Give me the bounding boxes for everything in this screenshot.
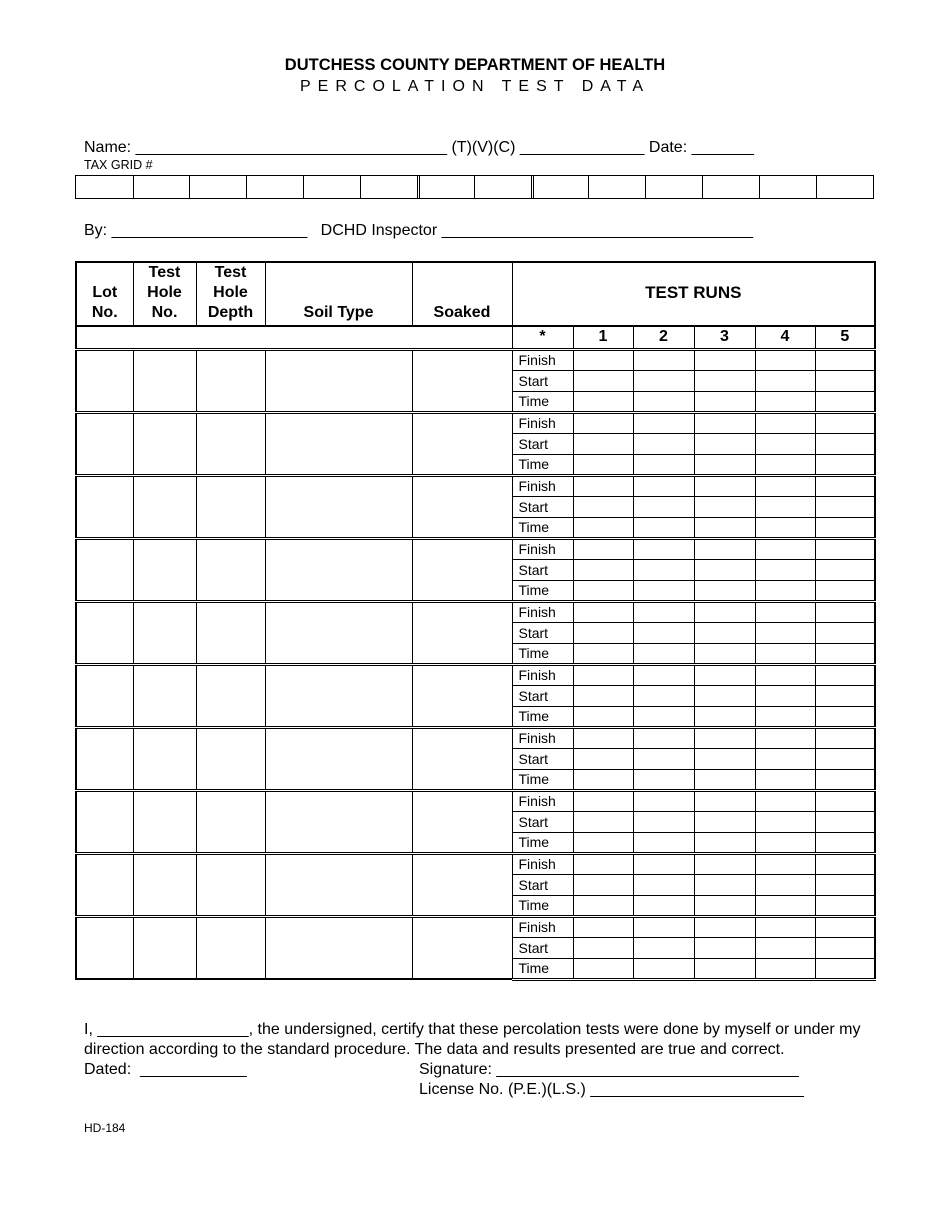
run-value-cell[interactable]	[694, 370, 755, 391]
run-value-cell[interactable]	[815, 370, 875, 391]
lot-no-cell[interactable]	[76, 664, 133, 727]
signature-field[interactable]: Signature: __________________________________	[419, 1061, 799, 1078]
row-label: Finish	[512, 538, 573, 559]
row-label: Finish	[512, 916, 573, 937]
run-value-cell[interactable]	[633, 832, 694, 853]
run-value-cell[interactable]	[633, 538, 694, 559]
run-value-cell[interactable]	[633, 643, 694, 664]
test-hole-no-cell[interactable]	[133, 664, 196, 727]
run-value-cell[interactable]	[694, 916, 755, 937]
test-hole-depth-cell[interactable]	[196, 475, 265, 538]
run-value-cell[interactable]	[573, 349, 633, 370]
run-value-cell[interactable]	[633, 391, 694, 412]
table-row	[76, 475, 875, 496]
lot-no-cell[interactable]	[76, 916, 133, 979]
table-row	[76, 790, 875, 811]
table-body	[76, 349, 875, 979]
test-hole-depth-cell[interactable]	[196, 664, 265, 727]
row-label: Start	[512, 370, 573, 391]
run-value-cell[interactable]	[694, 811, 755, 832]
run-value-cell[interactable]	[815, 622, 875, 643]
run-value-cell[interactable]	[633, 622, 694, 643]
lot-no-cell[interactable]	[76, 790, 133, 853]
tax-grid-cell[interactable]	[531, 176, 534, 198]
header-soil-type: Soil Type	[265, 262, 412, 326]
run-value-cell[interactable]	[573, 643, 633, 664]
run-value-cell[interactable]	[573, 454, 633, 475]
tax-grid-cell[interactable]	[474, 176, 475, 198]
lot-no-cell[interactable]	[76, 349, 133, 412]
tax-grid-cell[interactable]	[645, 176, 646, 198]
row-label: Time	[512, 895, 573, 916]
run-value-cell[interactable]	[694, 790, 755, 811]
soil-type-cell[interactable]	[265, 412, 412, 475]
run-value-cell[interactable]	[573, 685, 633, 706]
row-label: Start	[512, 433, 573, 454]
test-hole-depth-cell[interactable]	[196, 727, 265, 790]
soaked-cell[interactable]	[412, 349, 512, 412]
tax-grid-boxes[interactable]	[75, 175, 874, 199]
run-value-cell[interactable]	[694, 748, 755, 769]
test-hole-depth-cell[interactable]	[196, 412, 265, 475]
run-value-cell[interactable]	[815, 895, 875, 916]
run-value-cell[interactable]	[573, 496, 633, 517]
lot-no-cell[interactable]	[76, 727, 133, 790]
run-value-cell[interactable]	[573, 517, 633, 538]
soil-type-cell[interactable]	[265, 349, 412, 412]
row-label: Finish	[512, 727, 573, 748]
run-value-cell[interactable]	[573, 790, 633, 811]
lot-no-cell[interactable]	[76, 538, 133, 601]
run-col-header: 5	[815, 326, 875, 349]
run-col-header: 4	[755, 326, 815, 349]
test-hole-depth-cell[interactable]	[196, 601, 265, 664]
soaked-cell[interactable]	[412, 664, 512, 727]
run-value-cell[interactable]	[633, 412, 694, 433]
row-label: Time	[512, 643, 573, 664]
tax-grid-cell[interactable]	[588, 176, 589, 198]
run-value-cell[interactable]	[815, 391, 875, 412]
run-value-cell[interactable]	[694, 937, 755, 958]
run-value-cell[interactable]	[633, 748, 694, 769]
run-value-cell[interactable]	[573, 832, 633, 853]
run-value-cell[interactable]	[755, 496, 815, 517]
run-value-cell[interactable]	[694, 685, 755, 706]
run-value-cell[interactable]	[694, 391, 755, 412]
table-row	[76, 853, 875, 874]
lot-no-cell[interactable]	[76, 475, 133, 538]
run-value-cell[interactable]	[815, 517, 875, 538]
run-value-cell[interactable]	[694, 454, 755, 475]
run-value-cell[interactable]	[755, 475, 815, 496]
run-value-cell[interactable]	[573, 811, 633, 832]
run-value-cell[interactable]	[694, 601, 755, 622]
by-inspector-line[interactable]: By: ______________________ DCHD Inspector ___________________________________	[84, 222, 754, 239]
run-value-cell[interactable]	[633, 496, 694, 517]
run-value-cell[interactable]	[755, 601, 815, 622]
row-label: Start	[512, 811, 573, 832]
row-label: Finish	[512, 790, 573, 811]
row-label: Start	[512, 874, 573, 895]
run-value-cell[interactable]	[694, 832, 755, 853]
run-value-cell[interactable]	[694, 517, 755, 538]
run-value-cell[interactable]	[755, 685, 815, 706]
run-value-cell[interactable]	[755, 433, 815, 454]
test-hole-no-cell[interactable]	[133, 538, 196, 601]
run-value-cell[interactable]	[815, 475, 875, 496]
row-label: Time	[512, 517, 573, 538]
tax-grid-cell[interactable]	[759, 176, 760, 198]
tax-grid-cell[interactable]	[360, 176, 361, 198]
run-value-cell[interactable]	[633, 811, 694, 832]
run-value-cell[interactable]	[573, 391, 633, 412]
run-value-cell[interactable]	[573, 559, 633, 580]
row-label: Finish	[512, 412, 573, 433]
table-row	[76, 727, 875, 748]
run-value-cell[interactable]	[815, 748, 875, 769]
row-label: Start	[512, 559, 573, 580]
tax-grid-cell[interactable]	[816, 176, 817, 198]
table-row	[76, 412, 875, 433]
header-lot-no: Lot No.	[76, 262, 133, 326]
certification-statement[interactable]: I, _________________, the undersigned, certify that these percolation tests were done by myself or under my direction according to the standard procedure. The data and results presented are true and correct.	[84, 1021, 861, 1058]
row-label: Finish	[512, 664, 573, 685]
header-test-hole-depth: Test Hole Depth	[196, 262, 265, 326]
test-hole-depth-cell[interactable]	[196, 538, 265, 601]
run-value-cell[interactable]	[755, 832, 815, 853]
percolation-table	[75, 261, 876, 981]
form-number: HD-184	[84, 1121, 126, 1135]
run-value-cell[interactable]	[633, 601, 694, 622]
run-value-cell[interactable]	[694, 727, 755, 748]
run-value-cell[interactable]	[573, 895, 633, 916]
run-value-cell[interactable]	[815, 601, 875, 622]
run-value-cell[interactable]	[755, 538, 815, 559]
lot-no-cell[interactable]	[76, 601, 133, 664]
run-value-cell[interactable]	[815, 496, 875, 517]
run-value-cell[interactable]	[633, 895, 694, 916]
run-value-cell[interactable]	[755, 853, 815, 874]
run-value-cell[interactable]	[633, 370, 694, 391]
soaked-cell[interactable]	[412, 538, 512, 601]
run-value-cell[interactable]	[815, 706, 875, 727]
name-line[interactable]: Name: ___________________________________ (T)(V)(C) ______________ Date: _______	[84, 139, 754, 156]
row-label: Finish	[512, 475, 573, 496]
run-value-cell[interactable]	[755, 769, 815, 790]
run-value-cell[interactable]	[633, 706, 694, 727]
run-value-cell[interactable]	[694, 580, 755, 601]
run-value-cell[interactable]	[633, 769, 694, 790]
run-value-cell[interactable]	[694, 433, 755, 454]
soaked-cell[interactable]	[412, 727, 512, 790]
table-row	[76, 601, 875, 622]
run-value-cell[interactable]	[633, 874, 694, 895]
run-value-cell[interactable]	[633, 937, 694, 958]
run-value-cell[interactable]	[755, 895, 815, 916]
header-spacer	[76, 326, 512, 349]
run-value-cell[interactable]	[694, 475, 755, 496]
soil-type-cell[interactable]	[265, 790, 412, 853]
row-label: Start	[512, 685, 573, 706]
test-hole-no-cell[interactable]	[133, 349, 196, 412]
test-hole-no-cell[interactable]	[133, 601, 196, 664]
row-label: Start	[512, 748, 573, 769]
soaked-cell[interactable]	[412, 412, 512, 475]
run-value-cell[interactable]	[755, 937, 815, 958]
run-value-cell[interactable]	[694, 349, 755, 370]
run-value-cell[interactable]	[815, 874, 875, 895]
run-value-cell[interactable]	[573, 706, 633, 727]
run-value-cell[interactable]	[573, 748, 633, 769]
run-value-cell[interactable]	[694, 538, 755, 559]
run-value-cell[interactable]	[815, 580, 875, 601]
row-label: Time	[512, 769, 573, 790]
soaked-cell[interactable]	[412, 601, 512, 664]
test-hole-depth-cell[interactable]	[196, 916, 265, 979]
run-value-cell[interactable]	[755, 349, 815, 370]
soaked-cell[interactable]	[412, 475, 512, 538]
run-value-cell[interactable]	[755, 811, 815, 832]
run-value-cell[interactable]	[633, 958, 694, 979]
table-row	[76, 916, 875, 937]
header-test-hole-no: Test Hole No.	[133, 262, 196, 326]
run-value-cell[interactable]	[573, 769, 633, 790]
run-value-cell[interactable]	[573, 370, 633, 391]
run-value-cell[interactable]	[694, 643, 755, 664]
table-row	[76, 349, 875, 370]
run-value-cell[interactable]	[633, 517, 694, 538]
run-value-cell[interactable]	[815, 685, 875, 706]
test-hole-no-cell[interactable]	[133, 790, 196, 853]
run-value-cell[interactable]	[755, 391, 815, 412]
header-test-runs: TEST RUNS	[512, 262, 875, 326]
run-value-cell[interactable]	[633, 475, 694, 496]
test-hole-depth-cell[interactable]	[196, 853, 265, 916]
soil-type-cell[interactable]	[265, 727, 412, 790]
run-value-cell[interactable]	[573, 853, 633, 874]
run-value-cell[interactable]	[633, 790, 694, 811]
lot-no-cell[interactable]	[76, 853, 133, 916]
test-hole-no-cell[interactable]	[133, 475, 196, 538]
test-hole-depth-cell[interactable]	[196, 790, 265, 853]
run-value-cell[interactable]	[815, 559, 875, 580]
soil-type-cell[interactable]	[265, 916, 412, 979]
run-col-header: 1	[573, 326, 633, 349]
run-value-cell[interactable]	[755, 370, 815, 391]
test-hole-depth-cell[interactable]	[196, 349, 265, 412]
license-field[interactable]: License No. (P.E.)(L.S.) ________________________	[419, 1081, 804, 1098]
run-value-cell[interactable]	[815, 538, 875, 559]
row-label: Time	[512, 958, 573, 979]
run-value-cell[interactable]	[573, 916, 633, 937]
tax-grid-cell[interactable]	[189, 176, 190, 198]
run-value-cell[interactable]	[573, 433, 633, 454]
run-value-cell[interactable]	[815, 832, 875, 853]
run-value-cell[interactable]	[573, 475, 633, 496]
run-value-cell[interactable]	[815, 643, 875, 664]
tax-grid-cell[interactable]	[702, 176, 703, 198]
row-label: Start	[512, 622, 573, 643]
soil-type-cell[interactable]	[265, 538, 412, 601]
run-value-cell[interactable]	[633, 853, 694, 874]
run-value-cell[interactable]	[815, 958, 875, 979]
run-value-cell[interactable]	[573, 958, 633, 979]
run-value-cell[interactable]	[633, 454, 694, 475]
run-value-cell[interactable]	[633, 664, 694, 685]
run-value-cell[interactable]	[815, 853, 875, 874]
row-label: Time	[512, 706, 573, 727]
run-value-cell[interactable]	[694, 622, 755, 643]
run-value-cell[interactable]	[815, 412, 875, 433]
run-value-cell[interactable]	[755, 874, 815, 895]
soaked-cell[interactable]	[412, 853, 512, 916]
test-hole-no-cell[interactable]	[133, 853, 196, 916]
run-value-cell[interactable]	[815, 769, 875, 790]
tax-grid-cell[interactable]	[133, 176, 134, 198]
soaked-cell[interactable]	[412, 916, 512, 979]
run-value-cell[interactable]	[573, 412, 633, 433]
run-value-cell[interactable]	[755, 727, 815, 748]
run-value-cell[interactable]	[694, 874, 755, 895]
run-value-cell[interactable]	[815, 727, 875, 748]
row-label: Finish	[512, 853, 573, 874]
run-value-cell[interactable]	[694, 664, 755, 685]
run-value-cell[interactable]	[694, 853, 755, 874]
run-value-cell[interactable]	[573, 874, 633, 895]
run-value-cell[interactable]	[573, 601, 633, 622]
tax-grid-cell[interactable]	[303, 176, 304, 198]
run-value-cell[interactable]	[815, 916, 875, 937]
table-row	[76, 664, 875, 685]
run-value-cell[interactable]	[755, 559, 815, 580]
run-value-cell[interactable]	[694, 496, 755, 517]
run-value-cell[interactable]	[815, 433, 875, 454]
run-value-cell[interactable]	[694, 559, 755, 580]
run-value-cell[interactable]	[755, 643, 815, 664]
run-value-cell[interactable]	[573, 664, 633, 685]
run-col-header: 3	[694, 326, 755, 349]
tax-grid-cell[interactable]	[417, 176, 420, 198]
run-value-cell[interactable]	[755, 748, 815, 769]
run-value-cell[interactable]	[573, 727, 633, 748]
table-row	[76, 538, 875, 559]
row-label: Time	[512, 580, 573, 601]
run-value-cell[interactable]	[815, 664, 875, 685]
soil-type-cell[interactable]	[265, 853, 412, 916]
row-label: Finish	[512, 349, 573, 370]
row-label: Finish	[512, 601, 573, 622]
test-hole-no-cell[interactable]	[133, 727, 196, 790]
row-label: Start	[512, 937, 573, 958]
run-value-cell[interactable]	[694, 706, 755, 727]
run-value-cell[interactable]	[573, 937, 633, 958]
test-hole-no-cell[interactable]	[133, 412, 196, 475]
tax-grid-cell[interactable]	[246, 176, 247, 198]
test-hole-no-cell[interactable]	[133, 916, 196, 979]
run-value-cell[interactable]	[633, 580, 694, 601]
run-value-cell[interactable]	[694, 895, 755, 916]
run-value-cell[interactable]	[755, 958, 815, 979]
run-value-cell[interactable]	[694, 769, 755, 790]
run-value-cell[interactable]	[573, 580, 633, 601]
run-value-cell[interactable]	[755, 580, 815, 601]
run-value-cell[interactable]	[694, 412, 755, 433]
run-value-cell[interactable]	[815, 811, 875, 832]
soil-type-cell[interactable]	[265, 664, 412, 727]
run-col-header: 2	[633, 326, 694, 349]
run-value-cell[interactable]	[755, 706, 815, 727]
run-value-cell[interactable]	[755, 454, 815, 475]
header-soaked: Soaked	[412, 262, 512, 326]
run-value-cell[interactable]	[633, 559, 694, 580]
run-value-cell[interactable]	[755, 517, 815, 538]
run-value-cell[interactable]	[633, 916, 694, 937]
certification-block	[84, 1020, 874, 1100]
run-value-cell[interactable]	[755, 622, 815, 643]
run-value-cell[interactable]	[694, 958, 755, 979]
run-value-cell[interactable]	[755, 916, 815, 937]
row-label: Time	[512, 454, 573, 475]
run-value-cell[interactable]	[633, 727, 694, 748]
row-label: Time	[512, 832, 573, 853]
dated-field[interactable]: Dated: ____________	[84, 1061, 247, 1078]
run-value-cell[interactable]	[633, 349, 694, 370]
lot-no-cell[interactable]	[76, 412, 133, 475]
row-label: Time	[512, 391, 573, 412]
run-value-cell[interactable]	[633, 433, 694, 454]
department-title: DUTCHESS COUNTY DEPARTMENT OF HEALTH	[284, 56, 666, 74]
run-value-cell[interactable]	[633, 685, 694, 706]
row-label: Start	[512, 496, 573, 517]
run-value-cell[interactable]	[815, 790, 875, 811]
run-value-cell[interactable]	[755, 664, 815, 685]
form-subtitle: PERCOLATION TEST DATA	[300, 78, 650, 95]
soaked-cell[interactable]	[412, 790, 512, 853]
soil-type-cell[interactable]	[265, 475, 412, 538]
run-value-cell[interactable]	[815, 937, 875, 958]
run-value-cell[interactable]	[755, 790, 815, 811]
soil-type-cell[interactable]	[265, 601, 412, 664]
tax-grid-label: TAX GRID #	[84, 158, 153, 172]
run-value-cell[interactable]	[815, 454, 875, 475]
run-value-cell[interactable]	[573, 538, 633, 559]
run-value-cell[interactable]	[755, 412, 815, 433]
run-value-cell[interactable]	[573, 622, 633, 643]
run-col-header: *	[512, 326, 573, 349]
run-value-cell[interactable]	[815, 349, 875, 370]
